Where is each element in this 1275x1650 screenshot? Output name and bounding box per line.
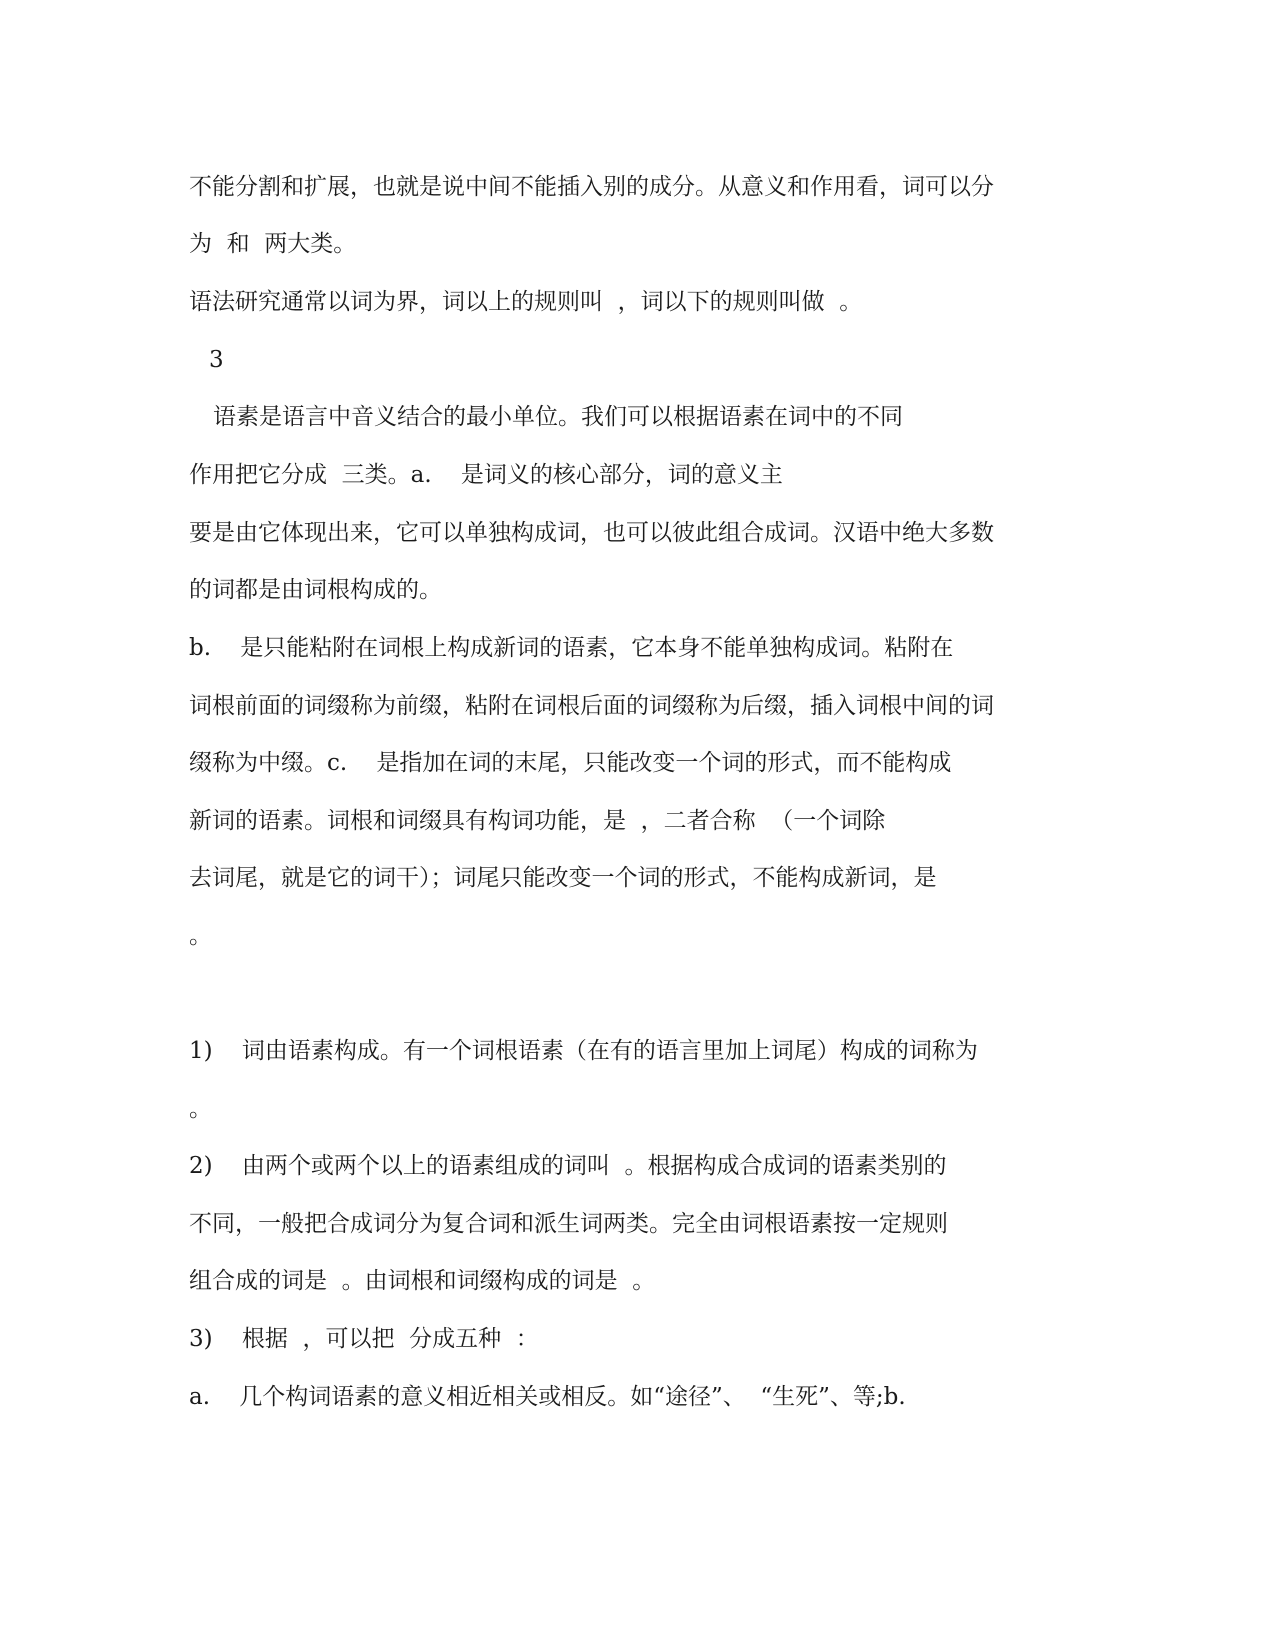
list-item-3: 3) 根据 ，可以把 分成五种 ：: [189, 1326, 539, 1352]
text-line-5: 语素是语言中音义结合的最小单位。我们可以根据语素在词中的不同: [213, 404, 903, 430]
text-line-6: 作用把它分成 三类。a. 是词义的核心部分，词的意义主: [189, 462, 783, 488]
list-item-1-continued: 。: [189, 1096, 212, 1122]
text-line-11: 缀称为中缀。c. 是指加在词的末尾，只能改变一个词的形式，而不能构成: [189, 750, 952, 776]
text-line-14: 。: [189, 923, 212, 949]
text-line-9: b. 是只能粘附在词根上构成新词的语素，它本身不能单独构成词。粘附在: [189, 635, 954, 661]
text-line-1: 不能分割和扩展，也就是说中间不能插入别的成分。从意义和作用看，词可以分: [189, 174, 994, 200]
text-line-19: 组合成的词是 。由词根和词缀构成的词是 。: [189, 1268, 656, 1294]
text-line-13: 去词尾，就是它的词干）；词尾只能改变一个词的形式，不能构成新词，是: [189, 865, 937, 891]
list-item-2: 2) 由两个或两个以上的语素组成的词叫 。根据构成合成词的语素类别的: [189, 1153, 947, 1179]
text-line-10: 词根前面的词缀称为前缀，粘附在词根后面的词缀称为后缀，插入词根中间的词: [189, 693, 994, 719]
text-line-3: 语法研究通常以词为界，词以上的规则叫 ，词以下的规则叫做 。: [189, 289, 863, 315]
text-line-18: 不同，一般把合成词分为复合词和派生词两类。完全由词根语素按一定规则: [189, 1211, 948, 1237]
list-item-1: 1) 词由语素构成。有一个词根语素（在有的语言里加上词尾）构成的词称为: [189, 1038, 978, 1064]
section-number: 3: [209, 347, 224, 373]
text-line-21: a. 几个构词语素的意义相近相关或相反。如“途径”、 “生死”、等;b.: [189, 1384, 906, 1410]
text-line-8: 的词都是由词根构成的。: [189, 577, 442, 603]
text-line-7: 要是由它体现出来，它可以单独构成词，也可以彼此组合成词。汉语中绝大多数: [189, 520, 994, 546]
text-line-12: 新词的语素。词根和词缀具有构词功能，是 ，二者合称 （一个词除: [189, 808, 886, 834]
text-line-2: 为 和 两大类。: [189, 231, 357, 257]
